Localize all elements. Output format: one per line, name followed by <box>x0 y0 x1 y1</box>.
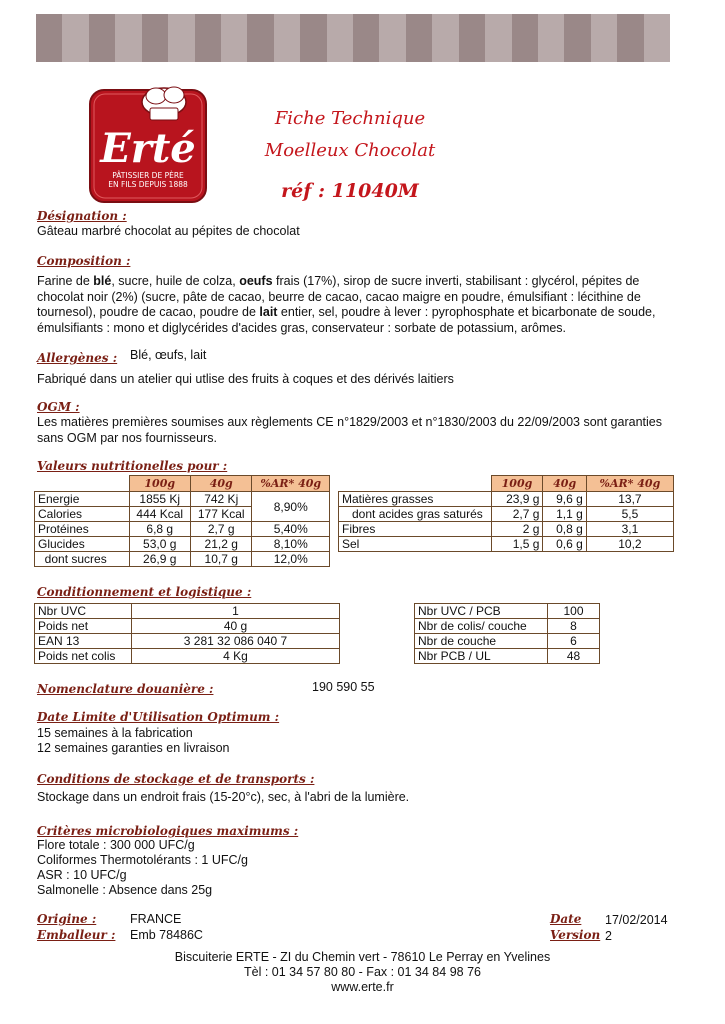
cell-100g: 53,0 g <box>129 537 190 552</box>
band-stripe <box>142 14 168 62</box>
row-label: dont sucres <box>35 552 130 567</box>
cell-ar: 3,1 <box>586 522 673 537</box>
nutrition-label: Valeurs nutritionelles pour : <box>37 459 228 473</box>
emballeur-value: Emb 78486C <box>130 928 203 942</box>
empty-header <box>35 476 130 492</box>
band-stripe <box>617 14 643 62</box>
footer-address: Biscuiterie ERTE - ZI du Chemin vert - 78610 Le Perray en Yvelines <box>174 950 551 964</box>
table-row <box>35 492 330 507</box>
cell-100g: 2 g <box>491 522 543 537</box>
svg-text:PÂTISSIER DE PÈRE: PÂTISSIER DE PÈRE <box>112 171 184 180</box>
row-value: 1 <box>132 604 340 619</box>
row-label: dont acides gras saturés <box>339 507 492 522</box>
composition-fragment: , sucre, huile de colza, <box>111 274 240 288</box>
table-row <box>35 619 340 634</box>
doc-title: Fiche Technique <box>274 108 426 129</box>
band-stripe <box>538 14 564 62</box>
micro-line: Coliformes Thermotolérants : 1 UFC/g <box>37 853 248 867</box>
cell-100g: 6,8 g <box>129 522 190 537</box>
micro-line: Flore totale : 300 000 UFC/g <box>37 838 195 852</box>
table-row <box>35 634 340 649</box>
nutrition-table-right <box>338 475 674 552</box>
cell-40g: 2,7 g <box>190 522 251 537</box>
band-stripe <box>353 14 379 62</box>
nomenclature-value: 190 590 55 <box>312 680 375 694</box>
header-band <box>36 14 670 62</box>
band-stripe <box>62 14 88 62</box>
cell-100g: 2,7 g <box>491 507 543 522</box>
origine-value: FRANCE <box>130 912 182 926</box>
band-stripe <box>36 14 62 62</box>
table-row <box>35 649 340 664</box>
table-row <box>415 634 600 649</box>
table-row <box>35 522 330 537</box>
cell-40g: 1,1 g <box>543 507 586 522</box>
cell-40g: 0,6 g <box>543 537 586 552</box>
logistique-table-right <box>414 603 600 664</box>
row-label: Nbr PCB / UL <box>415 649 548 664</box>
band-stripe <box>300 14 326 62</box>
table-row <box>35 604 340 619</box>
row-value: 40 g <box>132 619 340 634</box>
composition-fragment: frais (17%), sirop de sucre inverti, stabilisant : glycérol, pépites de chocolat noir (2%) (sucre, pâte de cacao, beurre de cacao, cacao maigre en poudre, émulsifiant : lécithine de tournesol), poudre de cacao, poudre de <box>37 274 641 319</box>
cell-100g: 26,9 g <box>129 552 190 567</box>
band-stripe <box>115 14 141 62</box>
svg-text:Erté: Erté <box>100 125 196 172</box>
designation-text: Gâteau marbré chocolat au pépites de chocolat <box>37 224 300 238</box>
col-ar: %AR* 40g <box>586 476 673 492</box>
cell-40g: 177 Kcal <box>190 507 251 522</box>
row-label: Poids net <box>35 619 132 634</box>
table-row <box>415 604 600 619</box>
col-ar: %AR* 40g <box>252 476 330 492</box>
allergen-highlight: lait <box>259 305 278 319</box>
row-label: Matières grasses <box>339 492 492 507</box>
band-stripe <box>327 14 353 62</box>
product-title: Moelleux Chocolat <box>264 140 436 161</box>
product-ref: réf : 11040M <box>281 180 419 202</box>
row-label: Glucides <box>35 537 130 552</box>
micro-label: Critères microbiologiques maximums : <box>37 824 299 838</box>
stockage-label: Conditions de stockage et de transports : <box>37 772 315 786</box>
band-stripe <box>247 14 273 62</box>
row-value: 100 <box>548 604 600 619</box>
col-100g: 100g <box>129 476 190 492</box>
band-stripe <box>644 14 670 62</box>
composition-label: Composition : <box>37 254 131 268</box>
band-stripe <box>379 14 405 62</box>
allergen-highlight: blé <box>93 274 112 288</box>
table-row <box>415 649 600 664</box>
table-row <box>35 552 330 567</box>
row-label: Fibres <box>339 522 492 537</box>
col-100g: 100g <box>491 476 543 492</box>
empty-header <box>339 476 492 492</box>
row-label: Nbr UVC <box>35 604 132 619</box>
table-row <box>339 492 674 507</box>
cell-ar: 5,40% <box>252 522 330 537</box>
cell-ar: 8,10% <box>252 537 330 552</box>
row-value: 48 <box>548 649 600 664</box>
origine-label: Origine : <box>37 912 97 926</box>
row-label: Poids net colis <box>35 649 132 664</box>
designation-label: Désignation : <box>37 209 127 223</box>
row-label: Protéines <box>35 522 130 537</box>
cell-ar: 12,0% <box>252 552 330 567</box>
composition-fragment: entier, sel, poudre à lever : pyrophosphate et bicarbonate de soude, émulsifiants : mono et diglycérides d'acides gras, conservateur : sorbate de potassium, arômes. <box>37 305 656 335</box>
row-label: Nbr UVC / PCB <box>415 604 548 619</box>
date-label: Date <box>550 912 582 926</box>
band-stripe <box>221 14 247 62</box>
row-label: EAN 13 <box>35 634 132 649</box>
ogm-label: OGM : <box>37 400 80 414</box>
allergenes-note: Fabriqué dans un atelier qui utlise des fruits à coques et des dérivés laitiers <box>37 372 454 386</box>
emballeur-label: Emballeur : <box>37 928 116 942</box>
stockage-text: Stockage dans un endroit frais (15-20°c), sec, à l'abri de la lumière. <box>37 790 410 804</box>
dluo-label: Date Limite d'Utilisation Optimum : <box>37 710 280 724</box>
band-stripe <box>485 14 511 62</box>
date-value: 17/02/2014 <box>605 913 668 927</box>
cell-100g: 23,9 g <box>491 492 543 507</box>
allergen-highlight: oeufs <box>239 274 273 288</box>
allergenes-label: Allergènes : <box>37 351 118 365</box>
cell-ar: 5,5 <box>586 507 673 522</box>
cell-ar-energy: 8,90% <box>252 492 330 522</box>
band-stripe <box>459 14 485 62</box>
footer-website[interactable]: www.erte.fr <box>331 980 394 994</box>
band-stripe <box>432 14 458 62</box>
composition-text <box>37 274 667 336</box>
row-label: Energie <box>35 492 130 507</box>
cell-100g: 444 Kcal <box>129 507 190 522</box>
row-value: 3 281 32 086 040 7 <box>132 634 340 649</box>
logistique-table-left <box>34 603 340 664</box>
composition-fragment: Farine de <box>37 274 94 288</box>
row-value: 6 <box>548 634 600 649</box>
cell-40g: 10,7 g <box>190 552 251 567</box>
footer-phone: Tèl : 01 34 57 80 80 - Fax : 01 34 84 98 76 <box>244 965 481 979</box>
table-row <box>339 507 674 522</box>
allergenes-value: Blé, œufs, lait <box>130 348 207 362</box>
logistique-label: Conditionnement et logistique : <box>37 585 252 599</box>
cell-40g: 742 Kj <box>190 492 251 507</box>
row-value: 8 <box>548 619 600 634</box>
cell-ar: 10,2 <box>586 537 673 552</box>
band-stripe <box>274 14 300 62</box>
version-label: Version <box>550 928 601 942</box>
dluo-line-1: 15 semaines à la fabrication <box>37 726 193 740</box>
band-stripe <box>512 14 538 62</box>
col-40g: 40g <box>543 476 586 492</box>
band-stripe <box>195 14 221 62</box>
version-value: 2 <box>605 929 612 943</box>
table-row <box>339 522 674 537</box>
row-label: Sel <box>339 537 492 552</box>
erte-logo <box>86 82 210 206</box>
band-stripe <box>406 14 432 62</box>
cell-100g: 1855 Kj <box>129 492 190 507</box>
band-stripe <box>89 14 115 62</box>
col-40g: 40g <box>190 476 251 492</box>
band-stripe <box>564 14 590 62</box>
nomenclature-label: Nomenclature douanière : <box>37 682 214 696</box>
ogm-text: Les matières premières soumises aux règlements CE n°1829/2003 et n°1830/2003 du 22/09/2003 sont garanties sans OGM par nos fournisseurs. <box>37 415 662 445</box>
row-label: Calories <box>35 507 130 522</box>
cell-ar: 13,7 <box>586 492 673 507</box>
cell-40g: 9,6 g <box>543 492 586 507</box>
band-stripe <box>168 14 194 62</box>
dluo-line-2: 12 semaines garanties en livraison <box>37 741 230 755</box>
row-value: 4 Kg <box>132 649 340 664</box>
cell-40g: 21,2 g <box>190 537 251 552</box>
band-stripe <box>591 14 617 62</box>
table-row <box>339 537 674 552</box>
row-label: Nbr de couche <box>415 634 548 649</box>
cell-100g: 1,5 g <box>491 537 543 552</box>
cell-40g: 0,8 g <box>543 522 586 537</box>
micro-line: Salmonelle : Absence dans 25g <box>37 883 213 897</box>
nutrition-table-left <box>34 475 330 567</box>
table-row <box>35 537 330 552</box>
table-row <box>415 619 600 634</box>
svg-text:EN FILS DEPUIS 1888: EN FILS DEPUIS 1888 <box>108 180 188 189</box>
micro-line: ASR : 10 UFC/g <box>37 868 127 882</box>
row-label: Nbr de colis/ couche <box>415 619 548 634</box>
